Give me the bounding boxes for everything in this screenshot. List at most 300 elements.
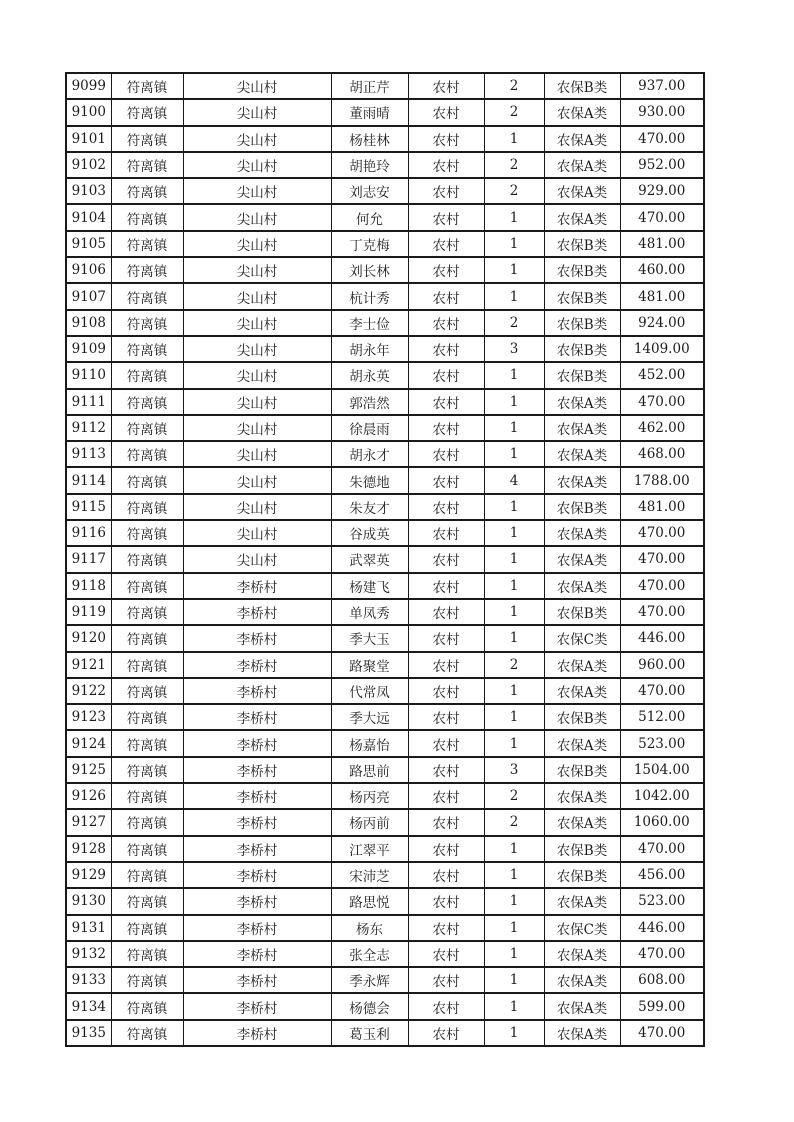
cell-amount: 960.00	[620, 652, 704, 678]
cell-town: 符离镇	[111, 73, 183, 99]
table-row	[66, 704, 704, 730]
cell-residence: 农村	[408, 73, 484, 99]
cell-category: 农保A类	[544, 967, 620, 993]
table-row	[66, 336, 704, 362]
cell-village: 尖山村	[183, 152, 331, 178]
table-row	[66, 888, 704, 914]
cell-amount: 456.00	[620, 862, 704, 888]
table-row	[66, 809, 704, 835]
cell-serial: 9104	[66, 204, 111, 230]
cell-residence: 农村	[408, 231, 484, 257]
cell-serial: 9105	[66, 231, 111, 257]
cell-serial: 9133	[66, 967, 111, 993]
table-row	[66, 652, 704, 678]
table-row	[66, 152, 704, 178]
cell-category: 农保A类	[544, 573, 620, 599]
cell-village: 李桥村	[183, 625, 331, 651]
cell-village: 尖山村	[183, 99, 331, 125]
cell-category: 农保B类	[544, 336, 620, 362]
cell-amount: 470.00	[620, 204, 704, 230]
cell-serial: 9111	[66, 389, 111, 415]
cell-persons: 1	[484, 389, 544, 415]
cell-village: 李桥村	[183, 862, 331, 888]
cell-village: 李桥村	[183, 730, 331, 756]
cell-amount: 462.00	[620, 415, 704, 441]
cell-town: 符离镇	[111, 993, 183, 1019]
cell-name: 杨嘉怡	[331, 730, 408, 756]
cell-name: 刘长林	[331, 257, 408, 283]
cell-village: 李桥村	[183, 599, 331, 625]
cell-town: 符离镇	[111, 678, 183, 704]
cell-serial: 9115	[66, 494, 111, 520]
cell-amount: 599.00	[620, 993, 704, 1019]
cell-town: 符离镇	[111, 730, 183, 756]
cell-village: 尖山村	[183, 204, 331, 230]
cell-serial: 9107	[66, 283, 111, 309]
cell-village: 李桥村	[183, 941, 331, 967]
cell-town: 符离镇	[111, 99, 183, 125]
cell-serial: 9129	[66, 862, 111, 888]
cell-town: 符离镇	[111, 599, 183, 625]
cell-residence: 农村	[408, 362, 484, 388]
cell-village: 尖山村	[183, 467, 331, 493]
cell-category: 农保B类	[544, 73, 620, 99]
cell-amount: 460.00	[620, 257, 704, 283]
table-row	[66, 757, 704, 783]
cell-residence: 农村	[408, 652, 484, 678]
cell-residence: 农村	[408, 783, 484, 809]
cell-village: 李桥村	[183, 783, 331, 809]
cell-village: 尖山村	[183, 494, 331, 520]
cell-persons: 1	[484, 1020, 544, 1046]
cell-amount: 608.00	[620, 967, 704, 993]
cell-name: 胡正芹	[331, 73, 408, 99]
cell-name: 徐晨雨	[331, 415, 408, 441]
cell-town: 符离镇	[111, 441, 183, 467]
cell-category: 农保B类	[544, 599, 620, 625]
cell-residence: 农村	[408, 625, 484, 651]
table-row	[66, 836, 704, 862]
cell-category: 农保C类	[544, 915, 620, 941]
cell-village: 李桥村	[183, 1020, 331, 1046]
cell-category: 农保A类	[544, 809, 620, 835]
cell-amount: 470.00	[620, 520, 704, 546]
cell-village: 尖山村	[183, 126, 331, 152]
table-row	[66, 73, 704, 99]
cell-village: 李桥村	[183, 915, 331, 941]
cell-persons: 1	[484, 915, 544, 941]
cell-category: 农保A类	[544, 467, 620, 493]
cell-village: 尖山村	[183, 389, 331, 415]
cell-category: 农保B类	[544, 310, 620, 336]
cell-name: 杭计秀	[331, 283, 408, 309]
cell-name: 何允	[331, 204, 408, 230]
cell-village: 李桥村	[183, 836, 331, 862]
cell-village: 尖山村	[183, 257, 331, 283]
cell-persons: 1	[484, 573, 544, 599]
cell-category: 农保A类	[544, 99, 620, 125]
cell-town: 符离镇	[111, 783, 183, 809]
cell-town: 符离镇	[111, 283, 183, 309]
cell-serial: 9106	[66, 257, 111, 283]
cell-amount: 929.00	[620, 178, 704, 204]
cell-persons: 1	[484, 204, 544, 230]
cell-serial: 9126	[66, 783, 111, 809]
cell-village: 李桥村	[183, 678, 331, 704]
cell-category: 农保B类	[544, 283, 620, 309]
cell-persons: 1	[484, 257, 544, 283]
cell-residence: 农村	[408, 310, 484, 336]
cell-category: 农保A类	[544, 993, 620, 1019]
cell-residence: 农村	[408, 494, 484, 520]
cell-village: 尖山村	[183, 73, 331, 99]
cell-category: 农保B类	[544, 494, 620, 520]
cell-residence: 农村	[408, 389, 484, 415]
cell-village: 尖山村	[183, 520, 331, 546]
cell-town: 符离镇	[111, 415, 183, 441]
cell-village: 尖山村	[183, 441, 331, 467]
cell-town: 符离镇	[111, 704, 183, 730]
cell-town: 符离镇	[111, 126, 183, 152]
table-row	[66, 178, 704, 204]
cell-amount: 470.00	[620, 836, 704, 862]
cell-amount: 512.00	[620, 704, 704, 730]
cell-amount: 523.00	[620, 730, 704, 756]
cell-category: 农保A类	[544, 652, 620, 678]
cell-town: 符离镇	[111, 809, 183, 835]
cell-name: 季大玉	[331, 625, 408, 651]
table-row	[66, 283, 704, 309]
cell-persons: 2	[484, 73, 544, 99]
cell-residence: 农村	[408, 441, 484, 467]
cell-amount: 1060.00	[620, 809, 704, 835]
cell-name: 季永辉	[331, 967, 408, 993]
cell-residence: 农村	[408, 678, 484, 704]
cell-name: 季大远	[331, 704, 408, 730]
cell-persons: 1	[484, 441, 544, 467]
cell-name: 葛玉利	[331, 1020, 408, 1046]
cell-persons: 1	[484, 415, 544, 441]
cell-serial: 9121	[66, 652, 111, 678]
cell-category: 农保A类	[544, 126, 620, 152]
cell-amount: 470.00	[620, 599, 704, 625]
cell-serial: 9125	[66, 757, 111, 783]
cell-village: 尖山村	[183, 362, 331, 388]
cell-name: 朱德地	[331, 467, 408, 493]
cell-village: 尖山村	[183, 415, 331, 441]
cell-town: 符离镇	[111, 1020, 183, 1046]
cell-residence: 农村	[408, 204, 484, 230]
cell-village: 尖山村	[183, 336, 331, 362]
cell-amount: 1504.00	[620, 757, 704, 783]
cell-town: 符离镇	[111, 467, 183, 493]
cell-persons: 1	[484, 678, 544, 704]
cell-serial: 9114	[66, 467, 111, 493]
table-row	[66, 441, 704, 467]
cell-name: 董雨晴	[331, 99, 408, 125]
cell-category: 农保A类	[544, 389, 620, 415]
cell-town: 符离镇	[111, 231, 183, 257]
cell-village: 李桥村	[183, 704, 331, 730]
cell-village: 李桥村	[183, 888, 331, 914]
cell-residence: 农村	[408, 178, 484, 204]
table-row	[66, 389, 704, 415]
cell-persons: 1	[484, 836, 544, 862]
cell-amount: 470.00	[620, 389, 704, 415]
cell-persons: 2	[484, 99, 544, 125]
cell-name: 路聚堂	[331, 652, 408, 678]
cell-town: 符离镇	[111, 152, 183, 178]
cell-category: 农保A类	[544, 204, 620, 230]
cell-serial: 9099	[66, 73, 111, 99]
cell-serial: 9118	[66, 573, 111, 599]
cell-residence: 农村	[408, 809, 484, 835]
cell-serial: 9119	[66, 599, 111, 625]
cell-village: 尖山村	[183, 283, 331, 309]
cell-serial: 9124	[66, 730, 111, 756]
cell-category: 农保A类	[544, 520, 620, 546]
cell-village: 李桥村	[183, 967, 331, 993]
cell-town: 符离镇	[111, 520, 183, 546]
cell-name: 杨丙亮	[331, 783, 408, 809]
cell-village: 李桥村	[183, 809, 331, 835]
cell-category: 农保B类	[544, 704, 620, 730]
cell-residence: 农村	[408, 888, 484, 914]
cell-town: 符离镇	[111, 625, 183, 651]
cell-category: 农保A类	[544, 678, 620, 704]
cell-town: 符离镇	[111, 862, 183, 888]
cell-amount: 481.00	[620, 283, 704, 309]
cell-category: 农保A类	[544, 441, 620, 467]
cell-name: 代常凤	[331, 678, 408, 704]
cell-town: 符离镇	[111, 652, 183, 678]
cell-town: 符离镇	[111, 573, 183, 599]
cell-persons: 1	[484, 362, 544, 388]
cell-persons: 1	[484, 625, 544, 651]
cell-category: 农保B类	[544, 757, 620, 783]
cell-name: 杨丙前	[331, 809, 408, 835]
table-row	[66, 204, 704, 230]
cell-residence: 农村	[408, 862, 484, 888]
cell-persons: 1	[484, 599, 544, 625]
cell-persons: 1	[484, 704, 544, 730]
cell-name: 郭浩然	[331, 389, 408, 415]
cell-name: 杨东	[331, 915, 408, 941]
cell-name: 张全志	[331, 941, 408, 967]
cell-amount: 446.00	[620, 625, 704, 651]
table-row	[66, 599, 704, 625]
cell-serial: 9110	[66, 362, 111, 388]
cell-village: 尖山村	[183, 231, 331, 257]
cell-name: 胡永英	[331, 362, 408, 388]
cell-town: 符离镇	[111, 546, 183, 572]
table-row	[66, 678, 704, 704]
table-row	[66, 862, 704, 888]
cell-serial: 9116	[66, 520, 111, 546]
cell-town: 符离镇	[111, 389, 183, 415]
cell-serial: 9127	[66, 809, 111, 835]
cell-serial: 9130	[66, 888, 111, 914]
cell-residence: 农村	[408, 1020, 484, 1046]
cell-serial: 9128	[66, 836, 111, 862]
cell-persons: 1	[484, 283, 544, 309]
cell-persons: 1	[484, 126, 544, 152]
roster-table	[65, 72, 705, 1047]
cell-amount: 470.00	[620, 126, 704, 152]
table-row	[66, 625, 704, 651]
cell-town: 符离镇	[111, 362, 183, 388]
cell-name: 宋沛芝	[331, 862, 408, 888]
cell-residence: 农村	[408, 99, 484, 125]
cell-residence: 农村	[408, 836, 484, 862]
cell-name: 武翠英	[331, 546, 408, 572]
cell-serial: 9122	[66, 678, 111, 704]
cell-village: 李桥村	[183, 573, 331, 599]
cell-serial: 9135	[66, 1020, 111, 1046]
cell-residence: 农村	[408, 757, 484, 783]
cell-amount: 930.00	[620, 99, 704, 125]
table-row	[66, 546, 704, 572]
cell-residence: 农村	[408, 599, 484, 625]
cell-category: 农保B类	[544, 362, 620, 388]
cell-residence: 农村	[408, 941, 484, 967]
cell-category: 农保A类	[544, 730, 620, 756]
cell-residence: 农村	[408, 520, 484, 546]
cell-town: 符离镇	[111, 967, 183, 993]
cell-persons: 1	[484, 967, 544, 993]
cell-amount: 470.00	[620, 678, 704, 704]
cell-serial: 9108	[66, 310, 111, 336]
cell-serial: 9123	[66, 704, 111, 730]
cell-serial: 9132	[66, 941, 111, 967]
cell-category: 农保B类	[544, 836, 620, 862]
cell-amount: 1409.00	[620, 336, 704, 362]
table-row	[66, 573, 704, 599]
cell-serial: 9102	[66, 152, 111, 178]
cell-category: 农保A类	[544, 783, 620, 809]
table-row	[66, 494, 704, 520]
cell-residence: 农村	[408, 993, 484, 1019]
cell-persons: 3	[484, 757, 544, 783]
cell-persons: 1	[484, 862, 544, 888]
cell-name: 刘志安	[331, 178, 408, 204]
cell-amount: 1042.00	[620, 783, 704, 809]
cell-town: 符离镇	[111, 204, 183, 230]
cell-amount: 937.00	[620, 73, 704, 99]
cell-name: 朱友才	[331, 494, 408, 520]
cell-residence: 农村	[408, 573, 484, 599]
cell-serial: 9100	[66, 99, 111, 125]
cell-category: 农保C类	[544, 625, 620, 651]
table-row	[66, 362, 704, 388]
table-row	[66, 231, 704, 257]
cell-amount: 470.00	[620, 573, 704, 599]
cell-serial: 9109	[66, 336, 111, 362]
table-row	[66, 915, 704, 941]
cell-residence: 农村	[408, 546, 484, 572]
cell-serial: 9112	[66, 415, 111, 441]
cell-town: 符离镇	[111, 336, 183, 362]
cell-persons: 2	[484, 152, 544, 178]
cell-amount: 446.00	[620, 915, 704, 941]
cell-village: 尖山村	[183, 310, 331, 336]
cell-persons: 2	[484, 652, 544, 678]
cell-residence: 农村	[408, 415, 484, 441]
cell-persons: 1	[484, 888, 544, 914]
cell-name: 胡艳玲	[331, 152, 408, 178]
cell-residence: 农村	[408, 467, 484, 493]
cell-persons: 1	[484, 941, 544, 967]
cell-town: 符离镇	[111, 888, 183, 914]
table-row	[66, 520, 704, 546]
cell-residence: 农村	[408, 704, 484, 730]
cell-amount: 452.00	[620, 362, 704, 388]
cell-amount: 952.00	[620, 152, 704, 178]
cell-persons: 4	[484, 467, 544, 493]
cell-amount: 468.00	[620, 441, 704, 467]
table-row	[66, 310, 704, 336]
cell-persons: 2	[484, 310, 544, 336]
cell-persons: 3	[484, 336, 544, 362]
cell-name: 杨德会	[331, 993, 408, 1019]
cell-category: 农保B类	[544, 257, 620, 283]
table-row	[66, 257, 704, 283]
cell-category: 农保A类	[544, 941, 620, 967]
cell-persons: 1	[484, 993, 544, 1019]
cell-category: 农保B类	[544, 231, 620, 257]
cell-category: 农保A类	[544, 546, 620, 572]
cell-category: 农保A类	[544, 888, 620, 914]
cell-name: 江翠平	[331, 836, 408, 862]
table-row	[66, 126, 704, 152]
cell-town: 符离镇	[111, 836, 183, 862]
table-row	[66, 941, 704, 967]
cell-name: 李士俭	[331, 310, 408, 336]
roster-table-body	[66, 73, 704, 1046]
cell-name: 胡永年	[331, 336, 408, 362]
cell-residence: 农村	[408, 257, 484, 283]
cell-serial: 9134	[66, 993, 111, 1019]
cell-category: 农保A类	[544, 415, 620, 441]
cell-amount: 470.00	[620, 941, 704, 967]
cell-persons: 1	[484, 494, 544, 520]
cell-town: 符离镇	[111, 257, 183, 283]
cell-name: 杨建飞	[331, 573, 408, 599]
table-row	[66, 993, 704, 1019]
cell-town: 符离镇	[111, 494, 183, 520]
cell-name: 谷成英	[331, 520, 408, 546]
cell-persons: 1	[484, 730, 544, 756]
cell-serial: 9101	[66, 126, 111, 152]
table-row	[66, 415, 704, 441]
table-row	[66, 730, 704, 756]
cell-village: 尖山村	[183, 546, 331, 572]
cell-town: 符离镇	[111, 941, 183, 967]
cell-residence: 农村	[408, 336, 484, 362]
cell-village: 李桥村	[183, 652, 331, 678]
cell-name: 丁克梅	[331, 231, 408, 257]
cell-persons: 1	[484, 231, 544, 257]
cell-category: 农保B类	[544, 862, 620, 888]
cell-persons: 2	[484, 178, 544, 204]
table-row	[66, 467, 704, 493]
table-row	[66, 99, 704, 125]
cell-amount: 523.00	[620, 888, 704, 914]
cell-category: 农保A类	[544, 178, 620, 204]
cell-town: 符离镇	[111, 915, 183, 941]
cell-amount: 481.00	[620, 494, 704, 520]
cell-residence: 农村	[408, 152, 484, 178]
